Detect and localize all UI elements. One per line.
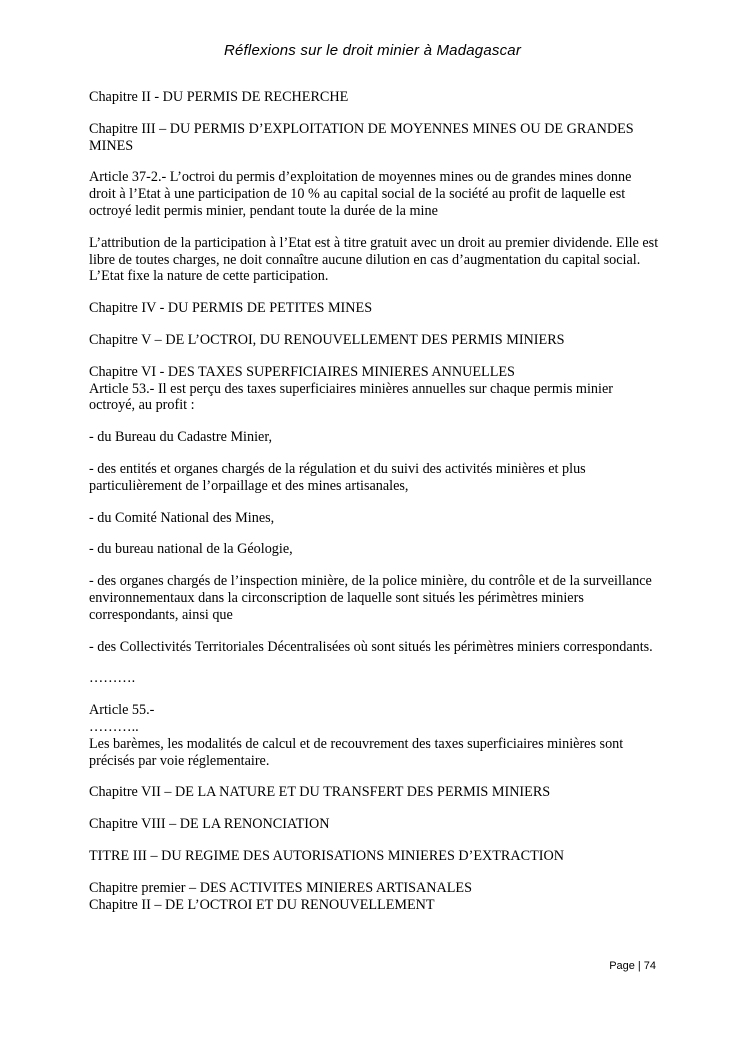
body-paragraph: L’attribution de la participation à l’Etat est à titre gratuit avec un droit au premier dividende. Elle est libre de toutes charges, ne doit connaître aucune dilution en cas d’augmentation du capital social. L’Etat fixe la nature de cette participation. (89, 234, 659, 285)
ellipsis: ……….. (89, 718, 139, 735)
page-footer (560, 960, 656, 972)
article-paragraph: Article 37-2.- L’octroi du permis d’exploitation de moyennes mines ou de grandes mines donne droit à l’Etat à une participation de 10 % au capital social de la société au profit de laquelle est octroyé ledit permis minier, pendant toute la durée de la mine (89, 169, 632, 219)
chapter-heading: Chapitre II – DE L’OCTROI ET DU RENOUVELLEMENT (89, 896, 435, 913)
article-paragraph: Article 53.- Il est perçu des taxes superficiaires minières annuelles sur chaque permis minier octroyé, au profit : (89, 380, 613, 414)
chapter-heading: Chapitre VII – DE LA NATURE ET DU TRANSFERT DES PERMIS MINIERS (89, 784, 551, 801)
running-header: Réflexions sur le droit minier à Madagascar (223, 42, 522, 59)
list-item: - des entités et organes chargés de la régulation et du suivi des activités minières et plus particulièrement de l’orpaillage et des mines artisanales, (89, 460, 586, 494)
body-paragraph: Les barèmes, les modalités de calcul et de recouvrement des taxes superficiaires minières sont précisés par voie réglementaire. (89, 735, 624, 769)
list-item: - du Comité National des Mines, (89, 509, 275, 526)
article-heading: Article 55.- (89, 702, 155, 719)
chapter-heading: Chapitre VIII – DE LA RENONCIATION (89, 816, 330, 833)
page-separator: | (637, 960, 641, 972)
ellipsis: ………. (89, 670, 136, 687)
title-heading: TITRE III – DU REGIME DES AUTORISATIONS MINIERES D’EXTRACTION (89, 847, 564, 864)
chapter-heading: Chapitre V – DE L’OCTROI, DU RENOUVELLEMENT DES PERMIS MINIERS (89, 331, 565, 348)
page-number: 74 (643, 960, 656, 972)
chapter-heading: Chapitre II - DU PERMIS DE RECHERCHE (89, 89, 349, 105)
list-item: - du Bureau du Cadastre Minier, (89, 429, 273, 446)
chapter-heading: Chapitre VI - DES TAXES SUPERFICIAIRES MINIERES ANNUELLES (89, 363, 515, 380)
chapter-heading: Chapitre premier – DES ACTIVITES MINIERES ARTISANALES (89, 879, 472, 896)
list-item: - des Collectivités Territoriales Décentralisées où sont situés les périmètres miniers correspondants. (89, 638, 653, 655)
document-body (89, 89, 659, 913)
page-label: Page (609, 960, 635, 972)
list-item: - des organes chargés de l’inspection minière, de la police minière, du contrôle et de la surveillance environnementaux dans la circonscription de laquelle sont situés les périmètres miniers correspondants, ainsi que (89, 573, 652, 623)
list-item: - du bureau national de la Géologie, (89, 541, 293, 558)
chapter-heading: Chapitre IV - DU PERMIS DE PETITES MINES (89, 300, 373, 317)
chapter-heading: Chapitre III – DU PERMIS D’EXPLOITATION DE MOYENNES MINES OU DE GRANDES MINES (89, 120, 634, 154)
